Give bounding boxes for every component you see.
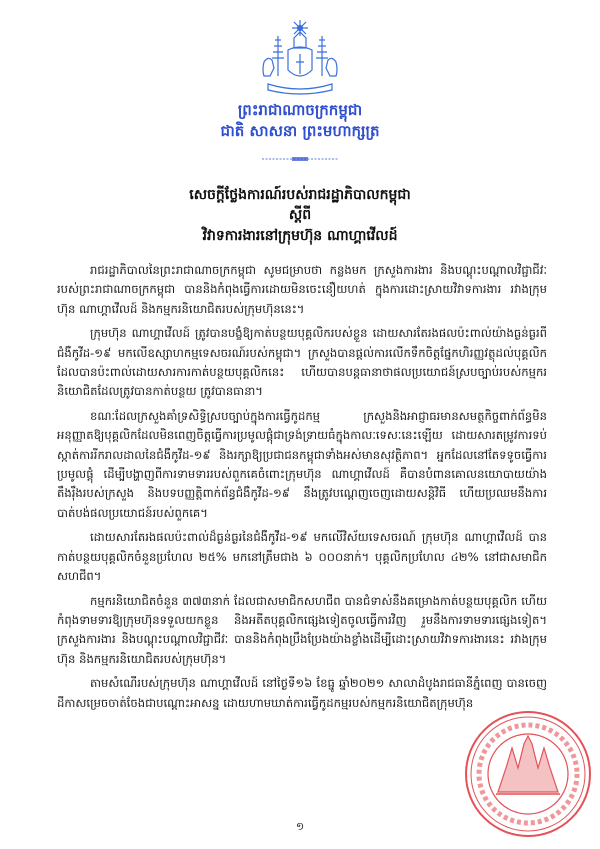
statement-title-about: ស្តីពី xyxy=(288,207,312,223)
paragraph: កម្មករនិយោជិតចំនួន ៣៧៣នាក់ ដែលជាសមាជិកសហជីព បានជំទាស់នឹងគម្រោងកាត់បន្ថយបុគ្គលិក ហើយកំពុងទាមទារឱ្យក្រុមហ៊ុនទទួលយកខ្លួន និងអតីតបុគ្គលិកផ្សេងទៀតចូលធ្វើការវិញ រួមនឹងការទាមទារផ្សេងទៀត។ ក្រសួងការងារ និងបណ្តុះបណ្តាលវិជ្ជាជីវៈ បាននិងកំពុងប្រឹងប្រែងយ៉ាងខ្លាំងដើម្បីដោះស្រាយវិវាទការងារនេះ រវាងក្រុមហ៊ុន និងកម្មករនិយោជិតរបស់ក្រុមហ៊ុន។ xyxy=(57,593,547,666)
kingdom-name: ព្រះរាជាណាចក្រកម្ពុជា xyxy=(237,101,363,119)
paragraph: តាមសំណើរបស់ក្រុមហ៊ុន ណាហ្គាវើលដ៍ នៅថ្ងៃទី១៦ ខែធ្នូ ឆ្នាំ២០២១ សាលាដំបូងរាជធានីភ្នំពេញ បានចេញដីកាសម្រេចចាត់ចែងជាបណ្តោះអាសន្ន ដោយហាមឃាត់ការធ្វើកូដកម្មរបស់កម្មករនិយោជិតក្រុមហ៊ុន xyxy=(57,676,547,710)
paragraph: ខណៈដែលក្រសួងគាំទ្រសិទ្ធិស្របច្បាប់ក្នុងការធ្វើកូដកម្ម ក្រសួងនិងអាជ្ញាធរមានសមត្ថកិច្ចពាក់ព័ន្ធមិនអនុញ្ញាតឱ្យបុគ្គលិកដែលមិនពេញចិត្តធ្វើការប្រមូលផ្តុំជាទ្រង់ទ្រាយធំក្នុងកាលៈទេសៈនេះឡើយ ដោយសារតម្រូវការទប់ស្កាត់ការរីករាលដាលនៃជំងឺកូវីដ-១៩ និងរក្សាឱ្យប្រជាជនកម្ពុជាទាំងអស់មានសុវត្ថិភាព។ អ្នកដែលនៅតែទទូចធ្វើការប្រមូលផ្តុំ ដើម្បីបង្ហាញពីការទាមទាររបស់ពួកគេចំពោះក្រុមហ៊ុន ណាហ្គាវើលដ៍ គឺបានបំពានគោលនយោបាយយ៉ាងតឹងរ៉ឹងរបស់ក្រសួង និងបទបញ្ញត្តិពាក់ព័ន្ធជំងឺកូវីដ-១៩ នឹងត្រូវបណ្តេញចេញដោយសន្តិវិធី ហើយប្រឈមនឹងការបាត់បង់ផលប្រយោជន៍របស់ពួកគេ។ xyxy=(57,409,547,520)
national-motto: ជាតិ សាសនា ព្រះមហាក្សត្រ xyxy=(220,122,380,140)
statement-body xyxy=(57,261,547,719)
royal-emblem-icon xyxy=(258,18,342,98)
statement-title: សេចក្តីថ្លែងការណ៍របស់រាជរដ្ឋាភិបាលកម្ពុជា xyxy=(189,187,411,203)
divider-ornament xyxy=(262,147,338,153)
statement-subject: វិវាទការងារនៅក្រុមហ៊ុន ណាហ្គាវើលដ៍ xyxy=(202,228,398,244)
paragraph: ដោយសារតែរងផលប៉ះពាល់ដ៏ធ្ងន់ធ្ងរនៃជំងឺកូវីដ-១៩ មកលើវិស័យទេសចរណ៍ ក្រុមហ៊ុន ណាហ្គាវើលដ៍ បានកាត់បន្ថយបុគ្គលិកចំនួនប្រហែល ២៥% មកនៅត្រឹមជាង ៦ ០០០នាក់។ បុគ្គលិកប្រហែល ៤២% នៅជាសមាជិកសហជីព។ xyxy=(57,530,547,583)
page-number: ១ xyxy=(295,820,305,833)
paragraph: ក្រុមហ៊ុន ណាហ្គាវើលដ៍ ត្រូវបានបង្ខំឱ្យកាត់បន្ថយបុគ្គលិករបស់ខ្លួន ដោយសារតែរងផលប៉ះពាល់យ៉ាងធ្ងន់ធ្ងរពីជំងឺកូវីដ-១៩ មកលើឧស្សាហកម្មទេសចរណ៍របស់កម្ពុជា។ ក្រសួងបានផ្តល់ការលើកទឹកចិត្តផ្នែកហិរញ្ញវត្ថុដល់បុគ្គលិកដែលបានប៉ះពាល់ដោយសារការកាត់បន្ថយបុគ្គលិកនេះ ហើយបានបន្តធានាថាផលប្រយោជន៍ស្របច្បាប់របស់កម្មករនិយោជិតដែលត្រូវបានកាត់បន្ថយ ត្រូវបានធានា។ xyxy=(57,326,547,399)
paragraph: រាជរដ្ឋាភិបាលនៃព្រះរាជាណាចក្រកម្ពុជា សូមជម្រាបថា កន្លងមក ក្រសួងការងារ និងបណ្តុះបណ្តាលវិជ្ជាជីវៈរបស់ព្រះរាជាណាចក្រកម្ពុជា បាននិងកំពុងធ្វើការដោយមិនចេះនឿយហត់ ក្នុងការដោះស្រាយវិវាទការងារ រវាងក្រុមហ៊ុន ណាហ្គាវើលដ៍ និងកម្មករនិយោជិតរបស់ក្រុមហ៊ុននេះ។ xyxy=(57,263,547,316)
